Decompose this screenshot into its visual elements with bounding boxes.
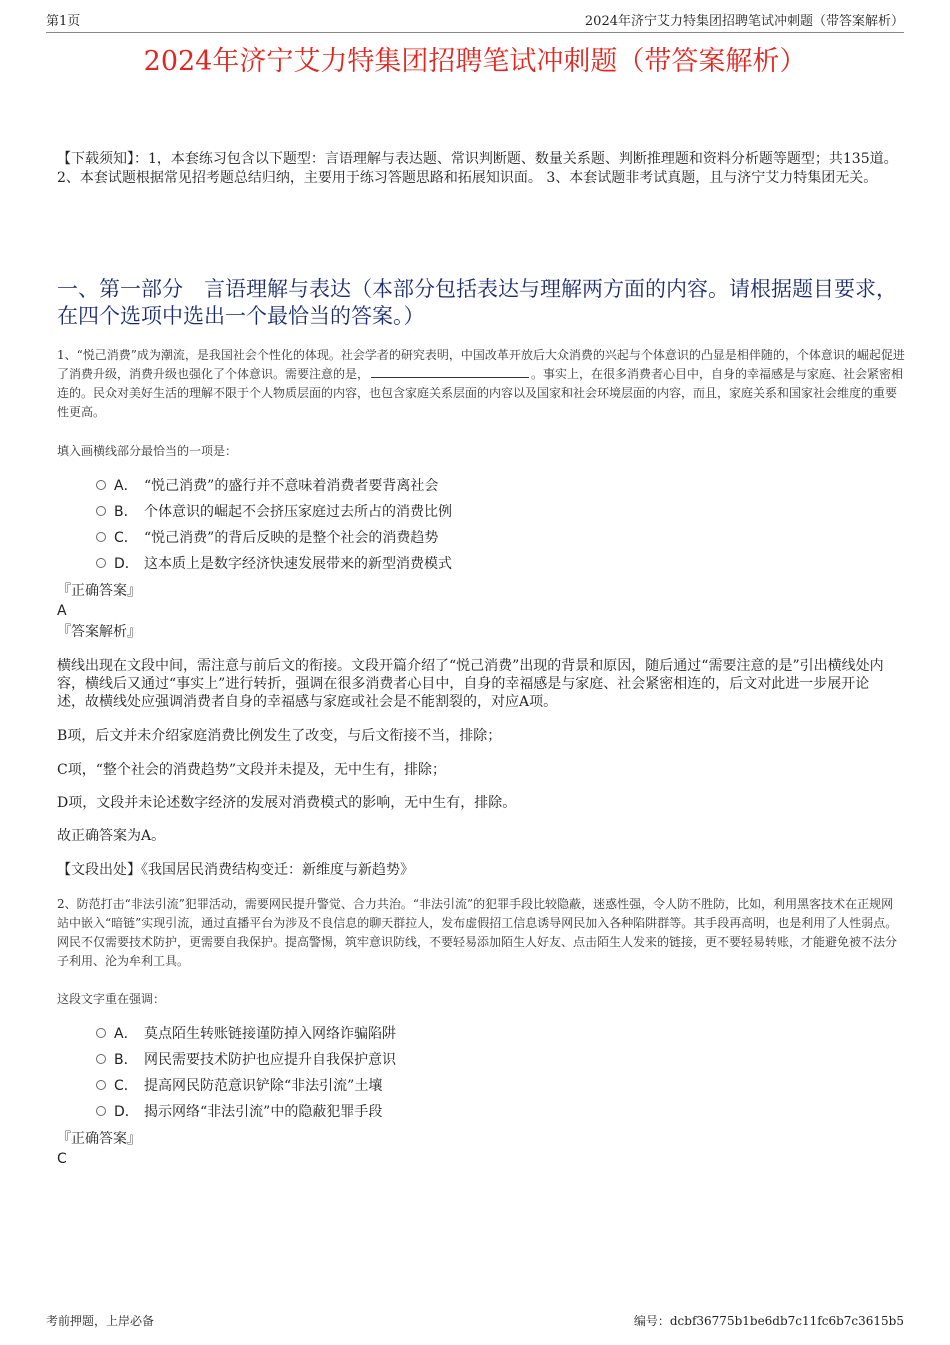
q1-option-c[interactable] [96, 529, 438, 547]
q1-analysis-d: D项，文段并未论述数字经济的发展对消费模式的影响，无中生有，排除。 [57, 795, 517, 811]
radio-icon[interactable] [96, 558, 106, 568]
section-title: 一、第一部分 言语理解与表达（本部分包括表达与理解两方面的内容。请根据题目要求，在四个选项中选出一个最恰当的答案。） [57, 277, 897, 328]
question-1-after: 。事实上，在很多消费者心目中，自身的幸福感是与家庭、社会紧密相连的。民众对美好生活的理解不限于个人物质层面的内容，也包含家庭关系层面的内容以及国家和社会环境层面的内容，而且，家庭关系和国家社会维度的重要性更高。 [57, 367, 904, 419]
option-letter: B． [114, 504, 138, 520]
question-1-text [57, 346, 905, 422]
question-1-before: 1、“悦己消费”成为潮流，是我国社会个性化的体现。社会学者的研究表明，中国改革开放后大众消费的兴起与个体意识的凸显是相伴随的，个体意识的崛起促进了消费升级，消费升级也强化了个体意识。需要注意的是， [57, 348, 905, 381]
option-text: “悦己消费”的背后反映的是整个社会的消费趋势 [144, 530, 439, 546]
page-title: 2024年济宁艾力特集团招聘笔试冲刺题（带答案解析） [143, 46, 807, 77]
q2-option-a[interactable] [96, 1025, 396, 1043]
radio-icon[interactable] [96, 1106, 106, 1116]
option-letter: D． [114, 556, 139, 572]
header-doc-title: 2024年济宁艾力特集团招聘笔试冲刺题（带答案解析） [584, 14, 904, 29]
q2-option-c[interactable] [96, 1077, 382, 1095]
question-2-ask: 这段文字重在强调： [57, 992, 166, 1006]
option-text: “悦己消费”的盛行并不意味着消费者要背离社会 [144, 478, 439, 494]
option-text: 网民需要技术防护也应提升自我保护意识 [144, 1052, 396, 1068]
option-text: 这本质上是数字经济快速发展带来的新型消费模式 [144, 556, 452, 572]
option-text: 个体意识的崛起不会挤压家庭过去所占的消费比例 [144, 504, 452, 520]
option-letter: D． [114, 1104, 139, 1120]
q2-option-d[interactable] [96, 1103, 382, 1121]
q2-answer-label: 『正确答案』 [57, 1131, 141, 1147]
q1-analysis-c: C项，“整个社会的消费趋势”文段并未提及，无中生有，排除； [57, 762, 447, 778]
question-2-text: 2、防范打击“非法引流”犯罪活动，需要网民提升警觉、合力共治。“非法引流”的犯罪手段比较隐蔽，迷惑性强，令人防不胜防，比如，利用黑客技术在正规网站中嵌入“暗链”实现引流，通过直播平台为涉及不良信息的聊天群拉人，发布虚假招工信息诱导网民加入各种陷阱群等。其手段再高明，也是利用了人性弱点。网民不仅需要技术防护，更需要自我保护。提高警惕，筑牢意识防线，不要轻易添加陌生人好友、点击陌生人发来的链接，更不要轻易转账，才能避免被不法分子利用、沦为牟利工具。 [57, 897, 898, 968]
q1-option-d[interactable] [96, 555, 452, 573]
page-number: 第1页 [46, 14, 81, 29]
question-1-ask: 填入画横线部分最恰当的一项是： [57, 444, 238, 458]
q1-conclusion: 故正确答案为A。 [57, 828, 166, 844]
q1-analysis-label: 『答案解析』 [57, 624, 141, 640]
q1-option-a[interactable] [96, 477, 438, 495]
radio-icon[interactable] [96, 532, 106, 542]
radio-icon[interactable] [96, 506, 106, 516]
q1-source: 【文段出处】《我国居民消费结构变迁：新维度与新趋势》 [57, 862, 414, 878]
footer-id: 编号：dcbf36775b1be6db7c11fc6b7c3615b5 [633, 1314, 904, 1328]
radio-icon[interactable] [96, 1054, 106, 1064]
page-header [46, 14, 904, 33]
q2-answer-value: C [57, 1151, 67, 1167]
q2-option-b[interactable] [96, 1051, 396, 1069]
option-letter: C． [114, 1078, 138, 1094]
q1-answer-value: A [57, 603, 67, 619]
q1-analysis-b: B项，后文并未介绍家庭消费比例发生了改变，与后文衔接不当，排除； [57, 728, 502, 744]
download-notice: 【下载须知】：1，本套练习包含以下题型：言语理解与表达题、常识判断题、数量关系题、判断推理题和资料分析题等题型；共135道。 2、本套试题根据常见招考题总结归纳，主要用于练习答题思路和拓展知识面。 3、本套试题非考试真题，且与济宁艾力特集团无关。 [57, 151, 898, 186]
footer-slogan: 考前押题，上岸必备 [46, 1314, 155, 1328]
option-letter: B． [114, 1052, 138, 1068]
radio-icon[interactable] [96, 480, 106, 490]
radio-icon[interactable] [96, 1028, 106, 1038]
option-text: 莫点陌生转账链接谨防掉入网络诈骗陷阱 [144, 1026, 396, 1042]
option-letter: A． [114, 1026, 138, 1042]
option-letter: C． [114, 530, 138, 546]
option-text: 提高网民防范意识铲除“非法引流”土壤 [144, 1078, 383, 1094]
q1-answer-label: 『正确答案』 [57, 583, 141, 599]
option-text: 揭示网络“非法引流”中的隐蔽犯罪手段 [144, 1104, 383, 1120]
option-letter: A． [114, 478, 138, 494]
q1-option-b[interactable] [96, 503, 452, 521]
radio-icon[interactable] [96, 1080, 106, 1090]
fill-blank [371, 365, 529, 378]
q1-analysis-main: 横线出现在文段中间，需注意与前后文的衔接。文段开篇介绍了“悦己消费”出现的背景和原因，随后通过“需要注意的是”引出横线处内容，横线后又通过“事实上”进行转折，强调在很多消费者心目中，自身的幸福感是与家庭、社会紧密相连的，后文对此进一步展开论述，故横线处应强调消费者自身的幸福感与家庭或社会是不能割裂的，对应A项。 [57, 658, 884, 710]
